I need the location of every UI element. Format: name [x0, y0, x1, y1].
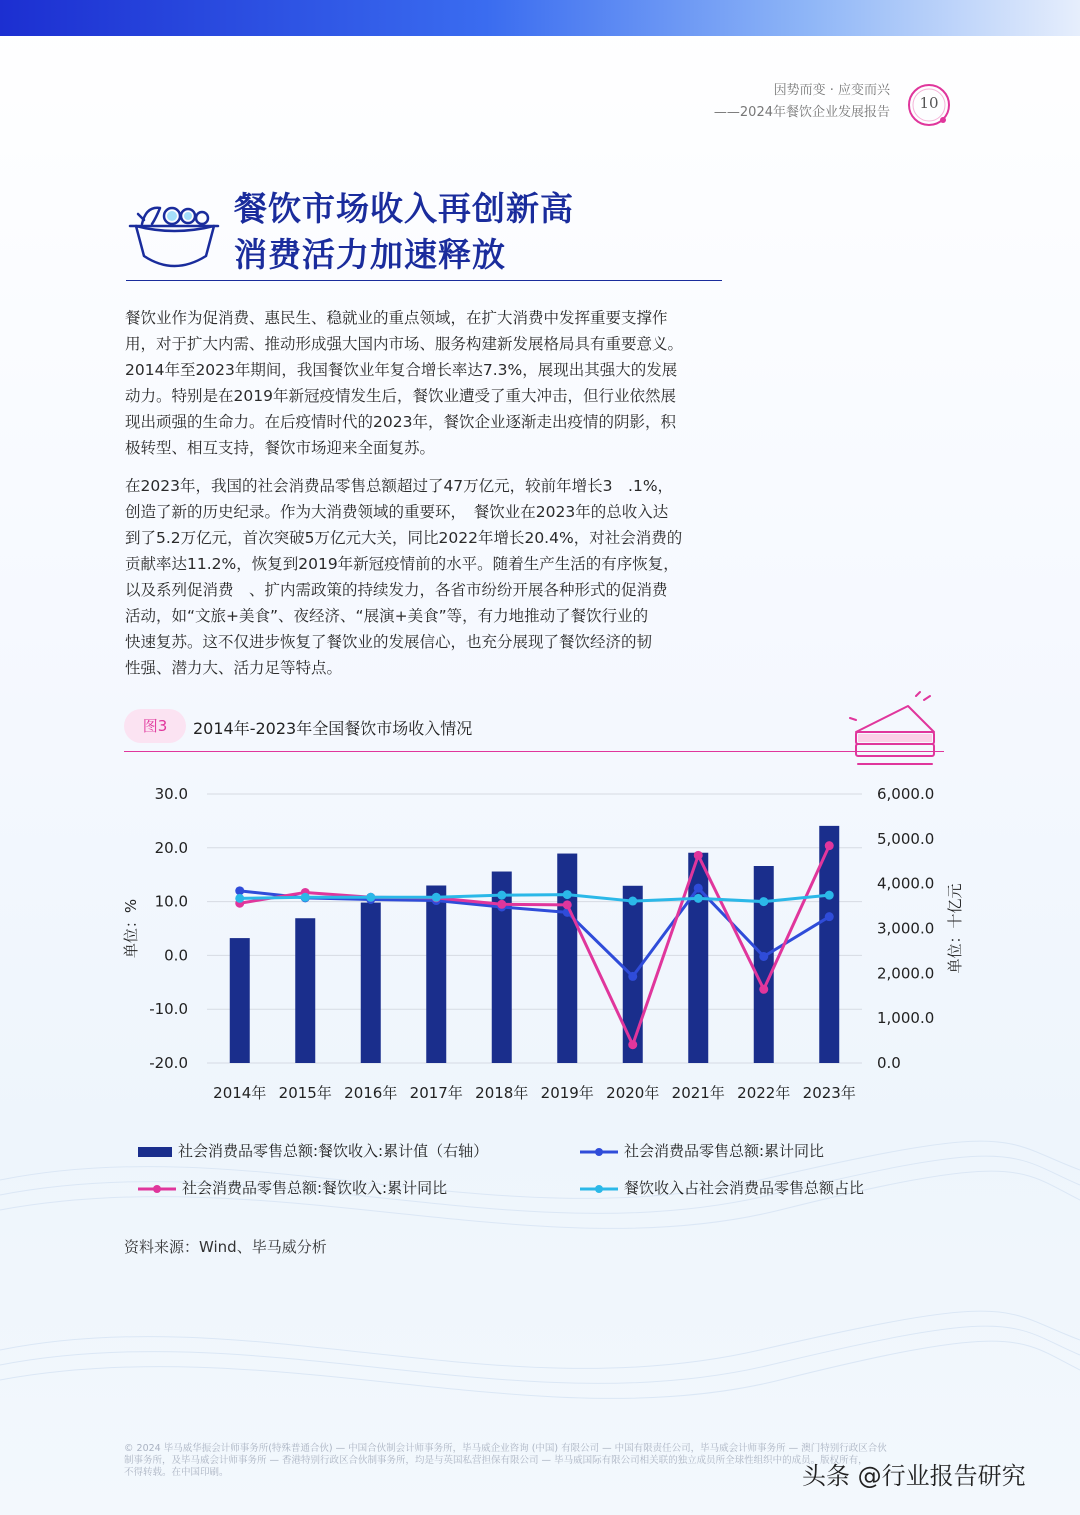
revenue-chart: [110, 778, 980, 1118]
left-tick-label: -20.0: [149, 1054, 188, 1072]
series-point: [301, 893, 310, 902]
right-tick-label: 0.0: [877, 1054, 901, 1072]
left-tick-label: 0.0: [164, 946, 188, 965]
series-point: [563, 890, 572, 899]
series-point: [497, 891, 506, 900]
p1-line: 餐饮业作为促消费、惠民生、稳就业的重点领域，在扩大消费中发挥重要支撑作: [125, 309, 668, 327]
running-header: [714, 80, 890, 124]
left-tick-label: 10.0: [154, 892, 188, 911]
series-point: [366, 893, 375, 902]
series-point: [694, 851, 703, 860]
p1-line: 极转型、相互支持，餐饮市场迎来全面复苏。: [125, 439, 436, 457]
left-axis-label: 单位：%: [122, 898, 140, 959]
x-tick-label: 2023年: [802, 1084, 856, 1102]
cake-slice-icon: [846, 688, 942, 774]
left-tick-label: -10.0: [149, 1000, 188, 1019]
watermark: 头条 @行业报告研究: [802, 1462, 1026, 1490]
legend-item: [138, 1175, 447, 1201]
figure-title: 2014年-2023年全国餐饮市场收入情况: [193, 719, 473, 738]
series-point: [825, 912, 834, 921]
title-line-1: 餐饮市场收入再创新高: [234, 189, 574, 228]
footer-line: 制事务所，及毕马威会计师事务所 — 香港特别行政区合伙制事务所，均是与英国私营担保有限公司 — 毕马威国际有限公司相关联的独立成员所全球性组织中的成员。版权所有，: [124, 1455, 868, 1466]
p2-line: 活动，如“文旅+美食”、夜经济、“展演+美食”等，有力地推动了餐饮行业的: [125, 607, 649, 625]
series-point: [759, 985, 768, 994]
legend-label: 社会消费品零售总额:累计同比: [624, 1142, 825, 1160]
p2-line: 贡献率达11.2%，恢复到2019年新冠疫情前的水平。随着生产生活的有序恢复，: [125, 555, 679, 573]
p1-line: 动力。特别是在2019年新冠疫情发生后，餐饮业遭受了重大冲击，但行业依然展: [125, 387, 676, 405]
page-title: [234, 186, 574, 278]
paragraph-1: [125, 305, 737, 461]
bar: [426, 886, 446, 1063]
p1-line: 用，对于扩大内需、推动形成强大国内市场、服务构建新发展格局具有重要意义。: [125, 335, 684, 353]
p1-line: 2014年至2023年期间，我国餐饮业年复合增长率达7.3%，展现出其强大的发展: [125, 361, 678, 379]
figure-rule: [124, 751, 944, 752]
series-point: [694, 884, 703, 893]
right-tick-label: 4,000.0: [877, 874, 935, 893]
legend-line-swatch: [580, 1182, 620, 1196]
right-tick-label: 3,000.0: [877, 919, 935, 938]
right-tick-label: 2,000.0: [877, 964, 935, 983]
series-line: [240, 846, 830, 1045]
p2-line: 以及系列促消费 、扩内需政策的持续发力，各省市纷纷开展各种形式的促消费: [125, 581, 668, 599]
left-tick-label: 30.0: [154, 785, 188, 803]
salad-bowl-icon: [128, 196, 220, 276]
bar: [295, 918, 315, 1063]
series-point: [628, 972, 637, 981]
legend-line-swatch: [580, 1145, 620, 1159]
p2-line: 创造了新的历史纪录。作为大消费领域的重要环， 餐饮业在2023年的总收入达: [125, 503, 669, 521]
legend-item: [580, 1138, 824, 1164]
series-point: [825, 841, 834, 850]
top-color-band: [0, 0, 1080, 36]
figure-badge: 图3: [124, 709, 186, 743]
x-tick-label: 2017年: [409, 1084, 463, 1102]
series-point: [694, 894, 703, 903]
bar: [361, 903, 381, 1063]
chart-legend: [124, 1138, 944, 1218]
legend-bar-swatch: [138, 1145, 174, 1159]
x-tick-label: 2021年: [671, 1084, 725, 1102]
title-underline: [126, 280, 722, 281]
p2-line: 快速复苏。这不仅进步恢复了餐饮业的发展信心，也充分展现了餐饮经济的韧: [125, 633, 653, 651]
right-axis-label: 单位：十亿元: [946, 883, 964, 974]
series-point: [628, 897, 637, 906]
series-point: [432, 893, 441, 902]
series-point: [497, 900, 506, 909]
p2-line: 在2023年，我国的社会消费品零售总额超过了47万亿元，较前年增长3 .1%，: [125, 477, 674, 495]
x-tick-label: 2014年: [213, 1084, 267, 1102]
series-point: [628, 1040, 637, 1049]
bar: [230, 938, 250, 1063]
right-tick-label: 1,000.0: [877, 1009, 935, 1028]
x-tick-label: 2020年: [606, 1084, 660, 1102]
right-tick-label: 5,000.0: [877, 829, 935, 848]
footer-line: 不得转载。在中国印刷。: [124, 1467, 229, 1478]
series-point: [825, 891, 834, 900]
series-point: [759, 897, 768, 906]
page-number-badge: [906, 82, 952, 128]
page-number: 10: [919, 94, 939, 112]
x-tick-label: 2015年: [278, 1084, 332, 1102]
series-point: [759, 952, 768, 961]
right-tick-label: 6,000.0: [877, 785, 935, 803]
series-point: [563, 900, 572, 909]
series-line: [240, 895, 830, 902]
source-note: 资料来源：Wind、毕马威分析: [124, 1238, 327, 1256]
x-tick-label: 2016年: [344, 1084, 398, 1102]
legend-item: [580, 1175, 864, 1201]
p2-line: 到了5.2万亿元，首次突破5万亿元大关，同比2022年增长20.4%，对社会消费的: [125, 529, 683, 547]
header-line-2: ——2024年餐饮企业发展报告: [713, 105, 890, 120]
x-tick-label: 2018年: [475, 1084, 529, 1102]
bar: [557, 854, 577, 1063]
left-tick-label: 20.0: [154, 838, 188, 857]
series-point: [235, 894, 244, 903]
x-tick-label: 2022年: [737, 1084, 791, 1102]
legend-label: 社会消费品零售总额:餐饮收入:累计同比: [182, 1179, 448, 1197]
title-line-2: 消费活力加速释放: [234, 235, 506, 274]
legend-label: 社会消费品零售总额:餐饮收入:累计值（右轴）: [178, 1142, 489, 1160]
legend-label: 餐饮收入占社会消费品零售总额占比: [624, 1179, 865, 1197]
paragraph-2: [125, 473, 737, 681]
x-tick-label: 2019年: [540, 1084, 594, 1102]
header-line-1: 因势而变 · 应变而兴: [773, 83, 890, 98]
legend-item: [138, 1138, 488, 1164]
bar: [754, 866, 774, 1063]
legend-line-swatch: [138, 1182, 178, 1196]
p2-line: 性强、潜力大、活力足等特点。: [125, 659, 343, 677]
footer-line: © 2024 毕马威华振会计师事务所(特殊普通合伙) — 中国合伙制会计师事务所，毕马威企业咨询 (中国) 有限公司 — 中国有限责任公司，毕马威会计师事务所 — 澳门特别行政区合伙: [124, 1443, 887, 1454]
p1-line: 现出顽强的生命力。在后疫情时代的2023年，餐饮企业逐渐走出疫情的阴影，积: [125, 413, 676, 431]
